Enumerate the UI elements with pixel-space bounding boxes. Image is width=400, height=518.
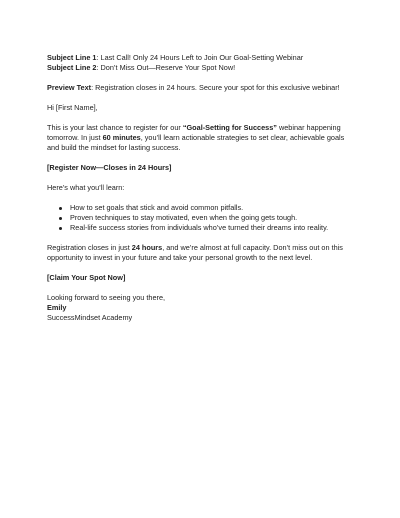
spacer — [47, 153, 357, 163]
greeting: Hi [First Name], — [47, 103, 98, 112]
closing-text-1: Registration closes in just — [47, 243, 132, 252]
subject-line-2 — [47, 63, 357, 73]
spacer — [47, 193, 357, 203]
closing-text-2: , and we’re almost at full capacity. Don’t miss out on this opportunity to invest in your future and take your personal growth to the next level. — [47, 243, 343, 262]
register-now-cta[interactable]: [Register Now—Closes in 24 Hours] — [47, 163, 172, 172]
preview-text-body: : Registration closes in 24 hours. Secure your spot for this exclusive webinar! — [91, 83, 340, 92]
list-item: How to set goals that stick and avoid common pitfalls. — [47, 203, 357, 213]
list-item: Real-life success stories from individuals who’ve turned their dreams into reality. — [47, 223, 357, 233]
spacer — [47, 263, 357, 273]
subject-line-1-label: Subject Line 1 — [47, 53, 97, 62]
webinar-duration: 60 minutes — [102, 133, 141, 142]
list-item: Proven techniques to stay motivated, even when the going gets tough. — [47, 213, 357, 223]
deadline: 24 hours — [131, 243, 163, 252]
intro-text-1: This is your last chance to register for our — [47, 123, 183, 132]
spacer — [47, 283, 357, 293]
spacer — [47, 73, 357, 83]
webinar-name: “Goal-Setting for Success” — [182, 123, 277, 132]
learn-intro: Here’s what you’ll learn: — [47, 183, 125, 192]
sender-name: Emily — [47, 303, 67, 312]
subject-line-1 — [47, 53, 357, 63]
preview-text-label: Preview Text — [47, 83, 92, 92]
claim-spot-cta[interactable]: [Claim Your Spot Now] — [47, 273, 126, 282]
spacer — [47, 113, 357, 123]
preview-text — [47, 83, 357, 93]
intro-paragraph — [47, 123, 357, 153]
learn-list — [47, 203, 357, 233]
subject-line-1-text: : Last Call! Only 24 Hours Left to Join Our Goal-Setting Webinar — [96, 53, 304, 62]
email-document — [47, 53, 357, 323]
intro-text-3: , you’ll learn actionable strategies to set clear, achievable goals and build the mindset for lasting success. — [47, 133, 345, 152]
signoff: Looking forward to seeing you there, — [47, 293, 166, 302]
subject-line-2-label: Subject Line 2 — [47, 63, 97, 72]
closing-paragraph — [47, 243, 357, 263]
spacer — [47, 233, 357, 243]
subject-line-2-text: : Don’t Miss Out—Reserve Your Spot Now! — [96, 63, 236, 72]
spacer — [47, 173, 357, 183]
spacer — [47, 93, 357, 103]
intro-text-2: webinar happening tomorrow. In just — [47, 123, 341, 142]
organization-name: SuccessMindset Academy — [47, 313, 133, 322]
